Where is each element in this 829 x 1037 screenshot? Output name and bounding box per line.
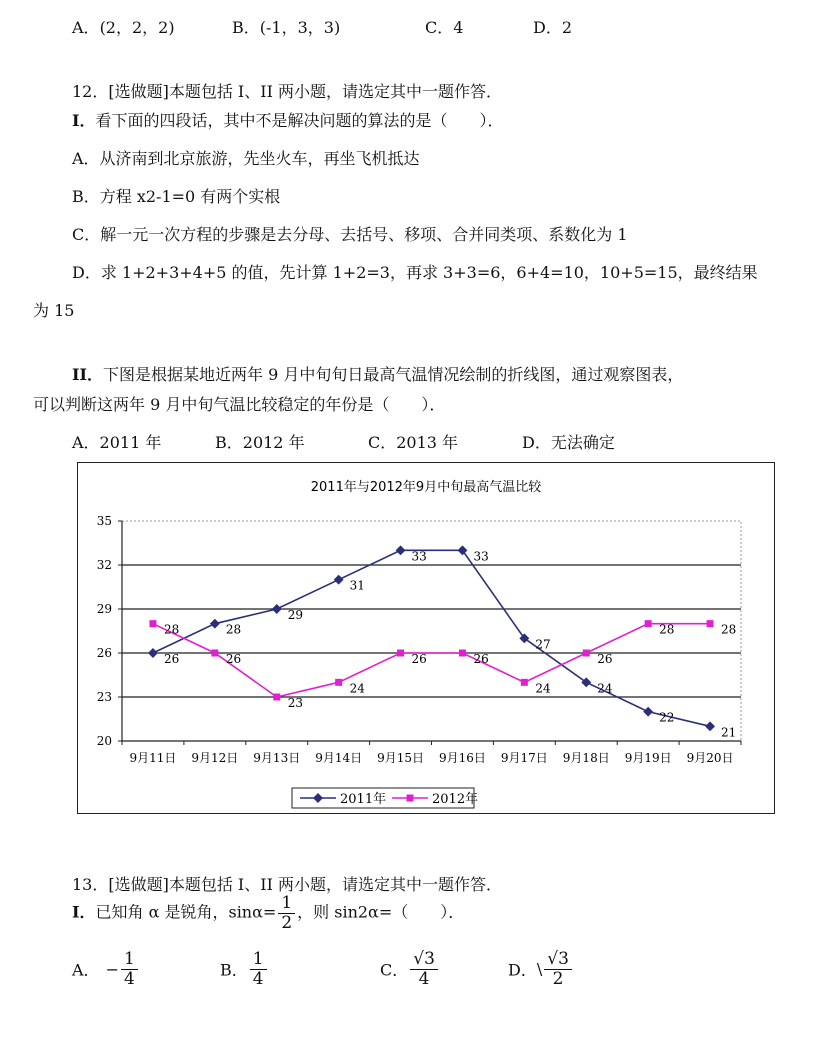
point-2012-7 xyxy=(583,650,590,657)
y-tick-label-35: 35 xyxy=(96,514,112,528)
data-label-0-3: 31 xyxy=(349,578,365,593)
q12-part1-stem: I．看下面的四段话，其中不是解决问题的算法的是（ ）． xyxy=(72,111,504,130)
y-tick-label-29: 29 xyxy=(96,602,112,616)
point-2012-8 xyxy=(645,620,652,627)
q13-stem-fraction: $\frac{1}{2}$ xyxy=(278,894,295,932)
data-label-1-8: 28 xyxy=(659,622,675,637)
x-tick-label-0: 9月11日 xyxy=(129,751,177,765)
q13-option-d: D．\ $\frac{√3}{2}$ xyxy=(508,950,574,988)
data-label-1-5: 26 xyxy=(473,652,489,666)
series-line-2011年 xyxy=(153,550,710,726)
point-2012-9 xyxy=(707,620,714,627)
data-label-1-3: 24 xyxy=(349,681,365,696)
q13-option-c: C． $\frac{√3}{4}$ xyxy=(380,950,440,988)
point-2011-9 xyxy=(705,721,715,731)
x-tick-label-4: 9月15日 xyxy=(377,751,425,765)
data-label-0-0: 26 xyxy=(163,652,180,666)
point-2012-6 xyxy=(521,679,528,686)
point-2012-2 xyxy=(273,694,280,701)
data-label-1-9: 28 xyxy=(721,622,737,637)
data-label-1-6: 24 xyxy=(535,681,551,696)
x-tick-label-3: 9月14日 xyxy=(315,751,363,765)
chart-legend xyxy=(292,788,478,808)
chart-series xyxy=(148,545,736,739)
data-label-1-7: 26 xyxy=(597,652,613,666)
data-label-1-1: 26 xyxy=(225,652,242,666)
x-tick-label-8: 9月19日 xyxy=(624,751,672,765)
q12-part2-option-a: A．2011 年 xyxy=(72,433,162,452)
x-tick-label-9: 9月20日 xyxy=(686,751,734,765)
q11-option-a: A．(2，2，2) xyxy=(72,18,175,37)
point-2012-5 xyxy=(459,650,466,657)
q13-option-b: B． $\frac{1}{4}$ xyxy=(220,950,269,988)
q11-option-c: C．4 xyxy=(425,18,464,37)
point-2012-4 xyxy=(397,650,404,657)
data-label-0-4: 33 xyxy=(411,549,427,564)
q11-option-b: B．(-1，3，3) xyxy=(232,18,341,37)
point-2011-4 xyxy=(396,545,406,555)
point-2011-8 xyxy=(643,707,653,717)
point-2012-0 xyxy=(149,620,156,627)
x-tick-label-1: 9月12日 xyxy=(191,751,239,765)
point-2011-6 xyxy=(519,633,529,643)
data-label-0-2: 29 xyxy=(287,608,304,622)
q12-part2-option-c: C．2013 年 xyxy=(368,433,459,452)
point-2011-0 xyxy=(148,648,158,658)
y-tick-label-32: 32 xyxy=(96,558,112,572)
q12-part2-option-b: B．2012 年 xyxy=(215,433,305,452)
x-tick-label-7: 9月18日 xyxy=(562,751,610,765)
y-tick-label-20: 20 xyxy=(96,734,112,748)
q12-part1-option-d: D．求 1+2+3+4+5 的值，先计算 1+2=3，再求 3+3=6，6+4=10，10+5=15，最终结果 xyxy=(72,263,758,282)
data-label-0-1: 28 xyxy=(225,622,242,637)
legend-label-0: 2011年 xyxy=(340,792,387,807)
y-tick-label-23: 23 xyxy=(96,690,112,704)
q12-part1-option-a: A．从济南到北京旅游，先坐火车，再坐飞机抵达 xyxy=(72,149,420,168)
q12-part1-option-c: C．解一元一次方程的步骤是去分母、去括号、移项、合并同类项、系数化为 1 xyxy=(72,225,628,244)
point-2011-1 xyxy=(210,619,220,629)
q12-part1-option-b: B．方程 x2-1=0 有两个实根 xyxy=(72,187,281,206)
data-label-0-7: 24 xyxy=(597,681,613,696)
point-2011-2 xyxy=(272,604,282,614)
q12-header: 12．[选做题]本题包括 I、II 两小题，请选定其中一题作答． xyxy=(72,82,502,101)
x-tick-label-2: 9月13日 xyxy=(253,751,301,765)
q13-part1-stem: I．已知角 α 是锐角，sinα= $\frac{1}{2}$ ，则 sin2α=（ ）． xyxy=(72,893,465,933)
q12-part1-option-d-cont: 为 15 xyxy=(33,301,75,320)
legend-marker-1 xyxy=(407,795,414,802)
data-label-0-8: 22 xyxy=(659,710,675,725)
q11-option-d: D．2 xyxy=(533,18,573,37)
data-label-0-6: 27 xyxy=(535,637,551,652)
data-label-1-0: 28 xyxy=(163,622,180,637)
q13-header: 13．[选做题]本题包括 I、II 两小题，请选定其中一题作答． xyxy=(72,875,502,894)
data-label-1-4: 26 xyxy=(411,652,427,666)
data-label-1-2: 23 xyxy=(287,696,304,710)
x-tick-label-6: 9月17日 xyxy=(500,751,548,765)
point-2012-1 xyxy=(211,650,218,657)
point-2012-3 xyxy=(335,679,342,686)
x-tick-label-5: 9月16日 xyxy=(438,751,486,765)
q12-part2-stem-2: 可以判断这两年 9 月中旬气温比较稳定的年份是（ ）． xyxy=(33,395,446,414)
temperature-line-chart xyxy=(77,462,775,814)
data-label-0-5: 33 xyxy=(473,549,489,564)
y-tick-label-26: 26 xyxy=(96,646,112,660)
q13-option-a: A． − $\frac{1}{4}$ xyxy=(72,950,140,988)
point-2011-5 xyxy=(458,545,468,555)
point-2011-3 xyxy=(334,575,344,585)
legend-label-1: 2012年 xyxy=(432,792,479,807)
q12-part2-stem-1: II．下图是根据某地近两年 9 月中旬旬日最高气温情况绘制的折线图，通过观察图表， xyxy=(72,365,684,384)
point-2011-7 xyxy=(581,677,591,687)
chart-title: 2011年与2012年9月中旬最高气温比较 xyxy=(310,480,542,495)
q12-part2-option-d: D．无法确定 xyxy=(522,433,615,452)
chart-svg xyxy=(78,463,774,813)
data-label-0-9: 21 xyxy=(721,725,737,740)
